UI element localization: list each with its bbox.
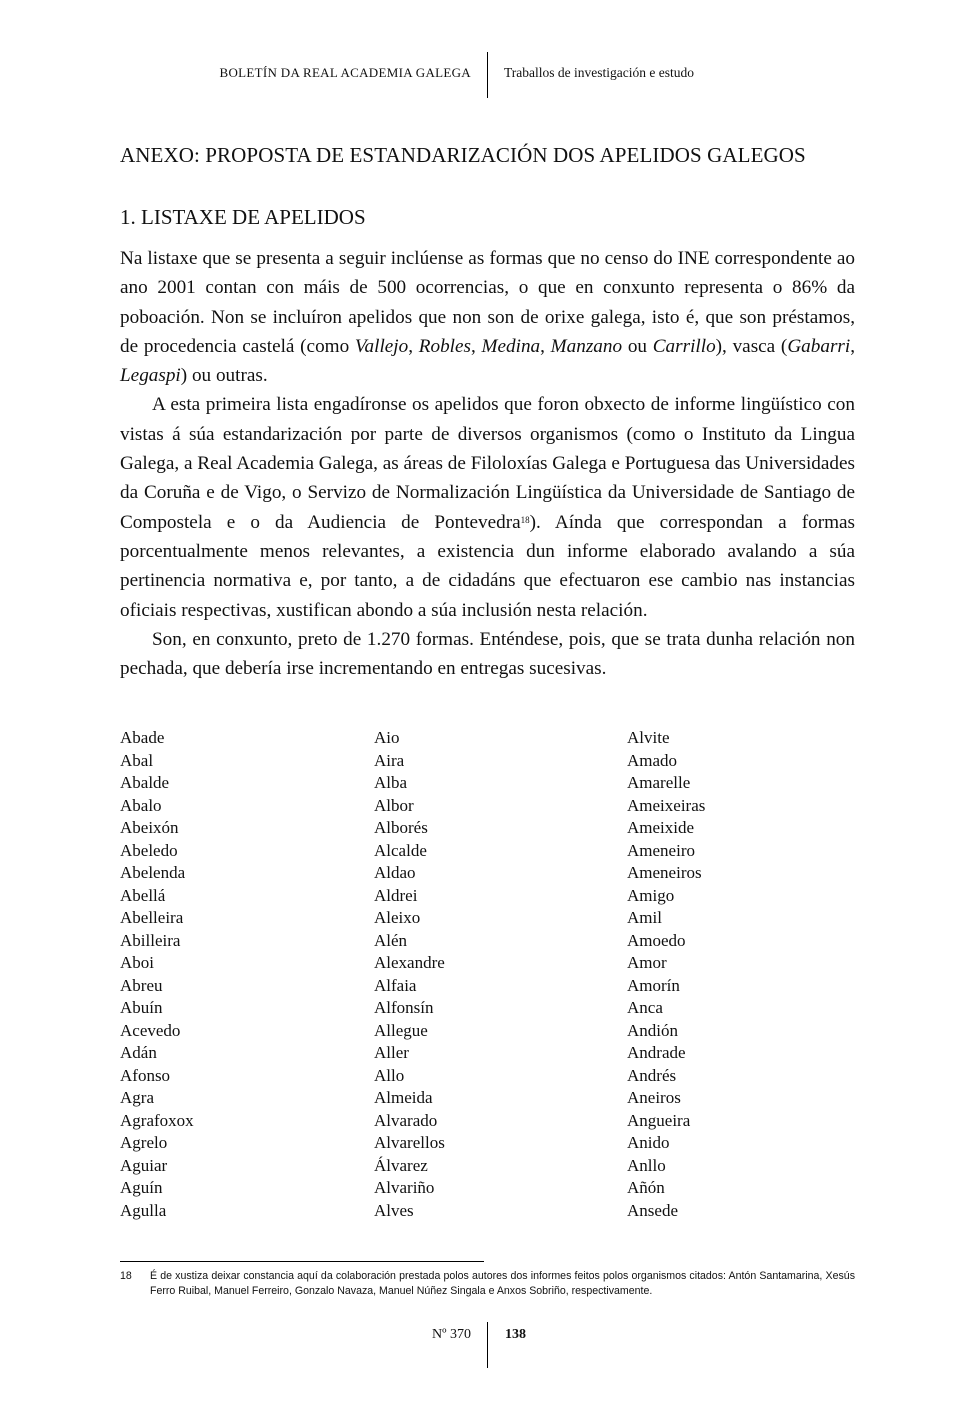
example-surname: Manzano: [550, 335, 623, 357]
surname-column-3: [627, 727, 860, 1222]
surname-item: Alfonsín: [374, 998, 434, 1017]
text: ou: [622, 335, 653, 357]
surname-item: Ameixide: [627, 818, 695, 837]
running-header: [0, 52, 975, 100]
surname-item: Abuín: [120, 998, 163, 1017]
paragraph-2: [120, 390, 855, 624]
surname-item: Ameixeiras: [627, 795, 706, 815]
paragraph-1: [120, 244, 855, 390]
text: ,: [408, 335, 419, 357]
surname-item: Acevedo: [120, 1020, 181, 1040]
surname-item: Amor: [627, 953, 667, 972]
surname-item: Afonso: [120, 1065, 171, 1085]
surname-item: Amigo: [627, 885, 675, 905]
surname-item: Aleixo: [374, 908, 421, 927]
surname-item: Abreu: [120, 975, 163, 995]
annex-title: ANEXO: PROPOSTA DE ESTANDARIZACIÓN DOS APELIDOS GALEGOS: [120, 143, 806, 167]
surname-item: Ameneiros: [627, 863, 702, 882]
surname-item: Aio: [374, 728, 400, 747]
surname-item: Albor: [374, 795, 414, 815]
surname-item: Aboi: [120, 953, 154, 972]
issue-number: Nº 370: [432, 1327, 471, 1342]
surname-item: Alvarellos: [374, 1133, 445, 1152]
surname-item: Aneiros: [627, 1088, 681, 1107]
text: ) ou outras.: [180, 365, 268, 387]
surname-item: Abal: [120, 750, 154, 770]
surname-item: Amado: [627, 750, 678, 770]
footnote-number: 18: [120, 1270, 132, 1282]
surname-item: Abelenda: [120, 863, 186, 882]
surname-item: Abalde: [120, 773, 170, 792]
footnote-rule: [120, 1261, 484, 1262]
example-surname: Gabarri: [787, 335, 851, 357]
surname-list: [120, 727, 860, 1222]
running-footer: [0, 1322, 975, 1368]
surname-item: Andión: [627, 1020, 678, 1040]
surname-item: Abellá: [120, 885, 166, 905]
surname-item: Alborés: [374, 818, 428, 837]
surname-item: Agra: [120, 1088, 154, 1107]
body-text: [120, 244, 855, 683]
surname-item: Amoedo: [627, 930, 686, 950]
surname-item: Agrelo: [120, 1133, 168, 1152]
text: ,: [470, 335, 482, 357]
text: ), vasca (: [715, 335, 788, 357]
example-surname: Legaspi: [120, 365, 181, 387]
text: Na listaxe que se presenta a seguir inclúense as formas que no censo do INE correspondente ao ano 2001 contan con máis de 500 ocorrencias, o que en conxunto representa o 86% da poboación. Non se incluíron apelidos que non son de orixe galega, isto é, que son préstamos, de procedencia castelá (como: [120, 248, 855, 357]
surname-item: Agrafoxox: [120, 1110, 194, 1130]
surname-item: Anido: [627, 1133, 670, 1152]
surname-item: Ameneiro: [627, 840, 695, 860]
surname-item: Aldao: [374, 863, 416, 882]
header-divider: [487, 52, 488, 98]
surname-item: Alén: [374, 930, 408, 950]
example-surname: Robles: [418, 335, 471, 357]
text: ,: [540, 335, 551, 357]
surname-item: Aller: [374, 1043, 409, 1062]
surname-item: Abilleira: [120, 930, 181, 950]
section-label: Traballos de investigación e estudo: [504, 65, 694, 80]
surname-item: Amorín: [627, 975, 680, 995]
surname-item: Alvariño: [374, 1178, 435, 1197]
text: A esta primeira lista engadíronse os apelidos que foron obxecto de informe lingüístico con vistas á súa estandarización por parte de diversos organismos (como o Instituto da Lingua Galega, a Real Academia Galega, as áreas de Filoloxías Galega e Portuguesa das Universidades da Coruña e de Vigo, o Servizo de Normalización Lingüística da Universidade de Santiago de Compostela e o da Audiencia de Pontevedra: [120, 394, 855, 533]
surname-item: Adán: [120, 1043, 157, 1062]
paragraph-3: Son, en conxunto, preto de 1.270 formas. Enténdese, pois, que se trata dunha relación non pechada, que debería irse incrementando en entregas sucesivas.: [120, 628, 855, 680]
journal-title: BOLETÍN DA REAL ACADEMIA GALEGA: [219, 65, 471, 80]
page-number: 138: [505, 1327, 526, 1342]
surname-item: Alves: [374, 1200, 414, 1220]
surname-item: Andrés: [627, 1065, 677, 1085]
surname-item: Alexandre: [374, 953, 445, 972]
surname-item: Alfaia: [374, 975, 417, 995]
surname-item: Alvarado: [374, 1110, 438, 1130]
surname-item: Abade: [120, 728, 165, 747]
surname-item: Amil: [627, 908, 662, 927]
surname-item: Alba: [374, 773, 408, 792]
footnote: [120, 1269, 855, 1299]
surname-item: Andrade: [627, 1043, 686, 1062]
surname-item: Alvite: [627, 728, 670, 747]
surname-column-1: [120, 727, 374, 1222]
example-surname: Carrillo: [652, 335, 716, 357]
surname-item: Aira: [374, 750, 405, 770]
surname-item: Abelleira: [120, 908, 184, 927]
text: ,: [850, 335, 856, 357]
surname-item: Anllo: [627, 1155, 666, 1175]
surname-item: Allo: [374, 1065, 405, 1085]
surname-column-2: [374, 727, 627, 1222]
footnote-text: É de xustiza deixar constancia aquí da colaboración prestada polos autores dos informes feitos polos organismos citados: Antón Santamarina, Xesús Ferro Ruibal, Manuel Ferreiro, Gonzalo Navaza, Manuel Núñez Singala e Anxos Sobriño, respectivamente.: [150, 1270, 855, 1297]
example-surname: Medina: [481, 335, 541, 357]
surname-item: Allegue: [374, 1020, 428, 1040]
surname-item: Anca: [627, 998, 663, 1017]
surname-item: Agulla: [120, 1200, 167, 1220]
surname-item: Almeida: [374, 1088, 433, 1107]
surname-item: Añón: [627, 1178, 665, 1197]
text: ). Aínda que correspondan a formas porcentualmente menos relevantes, a existencia dun informe elaborado avalando a súa pertinencia normativa e, por tanto, a de cidadáns que efectuaron ese cambio nas instancias oficiais respectivas, xustifican abondo a súa inclusión nesta relación.: [120, 511, 855, 621]
surname-item: Aguiar: [120, 1155, 168, 1175]
surname-item: Amarelle: [627, 773, 691, 792]
example-surname: Vallejo: [354, 335, 409, 357]
footnote-ref[interactable]: 18: [520, 514, 530, 525]
surname-item: Abalo: [120, 795, 162, 815]
surname-item: Abeixón: [120, 818, 179, 837]
section-heading: 1. LISTAXE DE APELIDOS: [120, 205, 366, 229]
surname-item: Abeledo: [120, 840, 178, 860]
surname-item: Aldrei: [374, 885, 418, 905]
footer-divider: [487, 1322, 488, 1368]
surname-item: Ansede: [627, 1200, 678, 1220]
surname-item: Aguín: [120, 1178, 163, 1197]
surname-item: Alcalde: [374, 840, 427, 860]
surname-item: Álvarez: [374, 1155, 428, 1175]
surname-item: Angueira: [627, 1110, 691, 1130]
